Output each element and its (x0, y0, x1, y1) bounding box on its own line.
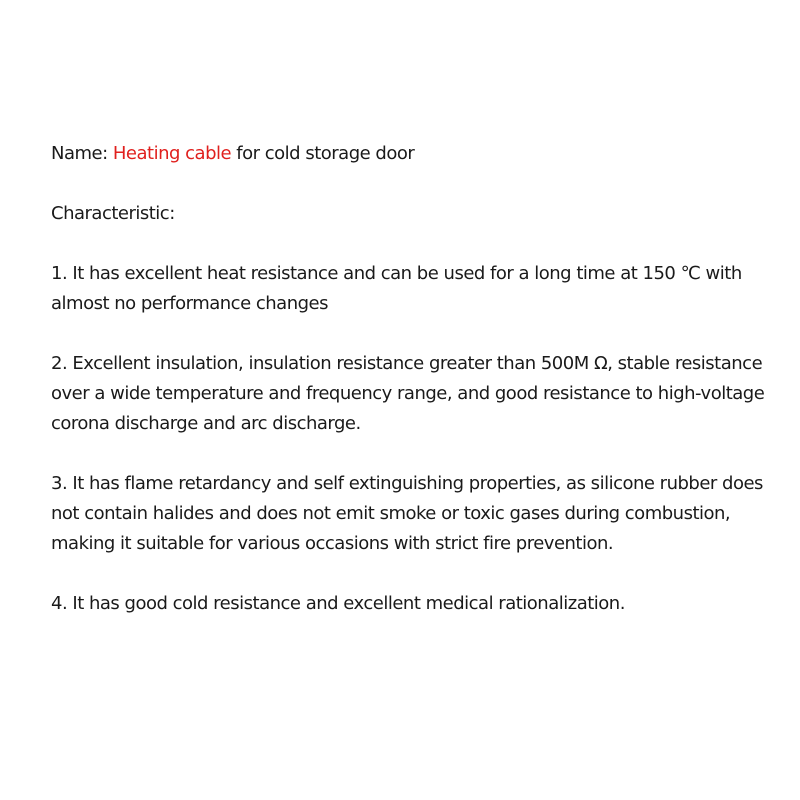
product-name-highlight: Heating cable (112, 143, 232, 164)
name-label: Name: (51, 143, 113, 164)
product-description (51, 139, 776, 649)
characteristic-item-1: 1. It has excellent heat resistance and can be used for a long time at 150 ℃ with almost no performance changes (51, 263, 742, 314)
product-name-line (51, 139, 776, 169)
characteristic-item-3: 3. It has flame retardancy and self extinguishing properties, as silicone rubber does not contain halides and does not emit smoke or toxic gases during combustion, making it suitable for various occasions with strict fire prevention. (51, 473, 763, 554)
product-name-suffix: for cold storage door (231, 143, 415, 164)
characteristic-item-2: 2. Excellent insulation, insulation resistance greater than 500M Ω, stable resistance over a wide temperature and frequency range, and good resistance to high-voltage corona discharge and arc discharge. (51, 353, 765, 434)
characteristic-item-4: 4. It has good cold resistance and excellent medical rationalization. (51, 593, 625, 614)
characteristic-heading: Characteristic: (51, 203, 175, 224)
